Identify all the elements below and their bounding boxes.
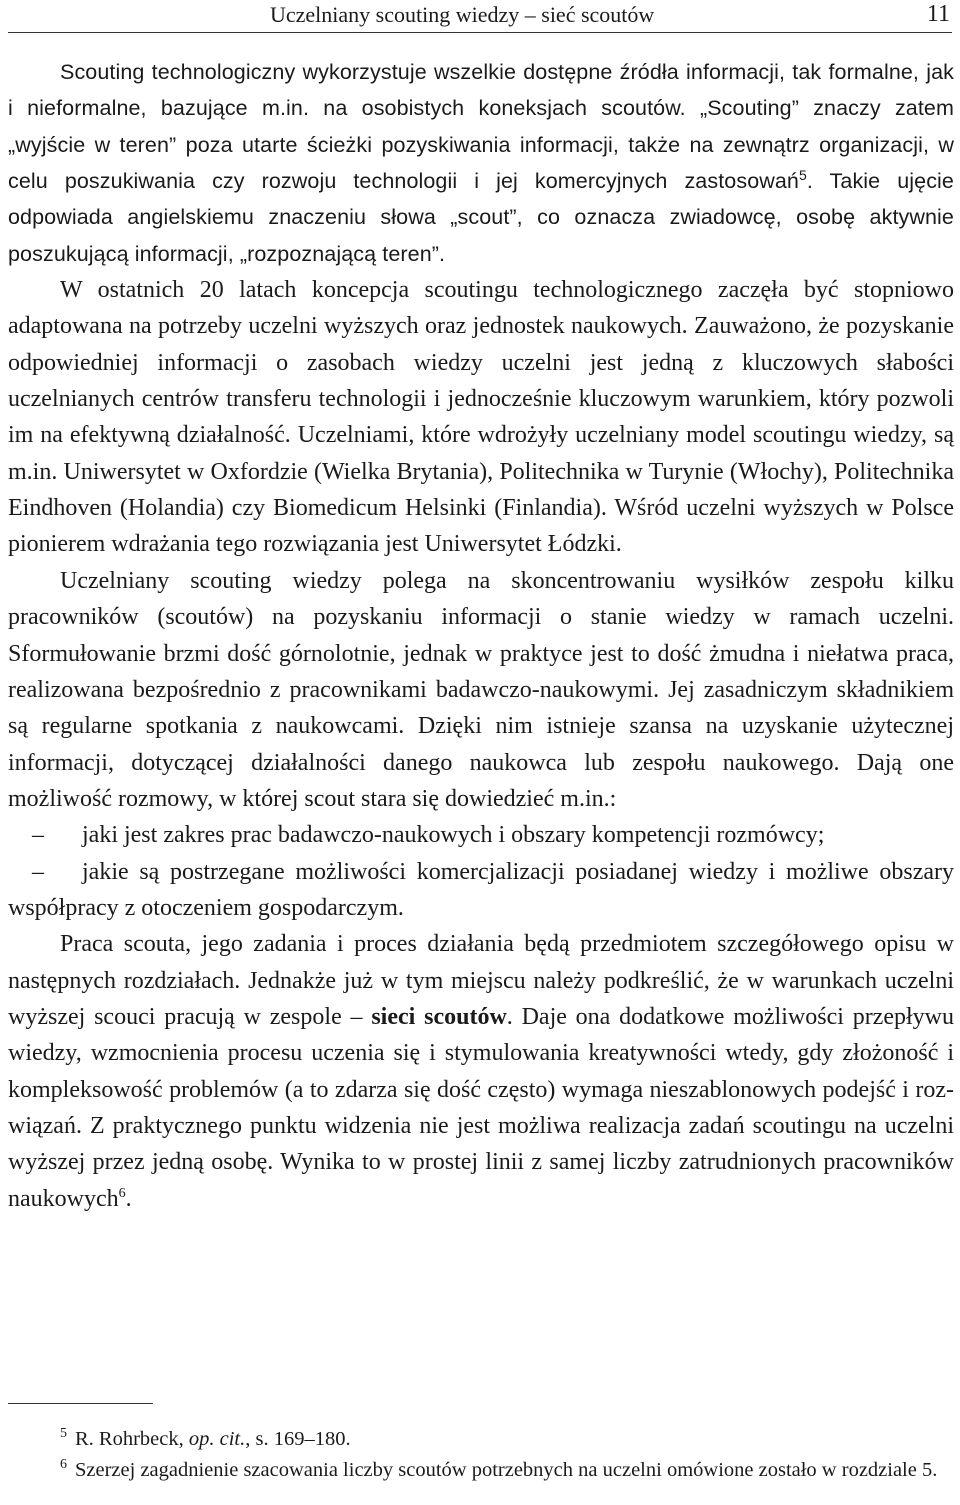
footnotes	[8, 1424, 954, 1486]
paragraph-1	[8, 54, 954, 272]
footnote-text-end: , s. 169–180.	[245, 1428, 351, 1450]
footnote-ref-5[interactable]: 5	[799, 166, 807, 183]
paragraph-1-text-a: Scouting technologiczny wykorzystuje wszelkie dostępne źródła informacji, tak formalne, jak i nieformalne, bazujące m.in. na osobistych koneksjach scoutów. „Scouting” znaczy zatem „wyjście w teren” poza utarte ścieżki pozyskiwania informacji, także na zewnątrz organizacji, w celu poszukiwania czy rozwoju technologii i jej komercyjnych zastosowań	[8, 60, 954, 194]
dash-bullet: –	[32, 822, 44, 849]
paragraph-4-text-b: . Daje ona dodatkowe możliwości przepływu wiedzy, wzmocnienia procesu uczenia się i stymulowania kreatywności wtedy, gdy złożoność i kompleksowość problemów (a to zdarza się dość często) wymaga nieszablonowych podejść i rozwiązań. Z praktycznego punktu widzenia nie jest możliwa realizacja zadań scoutingu na uczelni wyższej przez jedną osobę. Wynika to w prostej linii z samej liczby zatrudnionych pracowników naukowych	[8, 1003, 954, 1212]
footnote-6	[8, 1455, 954, 1486]
emphasis-sieci-scoutow: sieci scoutów	[371, 1003, 507, 1030]
running-title: Uczelniany scouting wiedzy – sieć scoutów	[270, 2, 655, 27]
dash-bullet: –	[32, 858, 44, 885]
list-item-text: jaki jest zakres prac badawczo-naukowych i obszary kompetencji rozmówcy;	[82, 822, 825, 849]
paragraph-1-text-b: . Takie ujęcie odpowiada angielskiemu znaczeniu słowa „scout”, co oznacza zwiadowcę, osobę aktywnie poszukującą informacji, „rozpoznającą teren”.	[8, 169, 954, 266]
paragraph-4-text-c: .	[125, 1185, 132, 1212]
paragraph-3: Uczelniany scouting wiedzy polega na skoncentrowaniu wysiłków zespołu kilku pracowników (scoutów) na pozyskaniu informacji o stanie wiedzy w ramach uczelni. Sformułowanie brzmi dość górnolotnie, jednak w praktyce jest to dość żmudna i niełatwa praca, realizowana bezpośrednio z pracownikami badawczo-naukowymi. Jej zasadniczym składnikiem są regularne spotkania z naukowcami. Dzięki nim istnieje szansa na uzyskanie użytecznej informacji, dotyczącej działalności danego naukowca lub zespołu naukowego. Dają one możliwość rozmowy, w której scout stara się dowiedzieć m.in.:	[8, 567, 954, 812]
list-item	[8, 854, 954, 927]
paragraph-4	[8, 926, 954, 1217]
page-number: 11	[926, 1, 950, 27]
list-item	[8, 817, 954, 853]
footnote-mark: 6	[60, 1457, 67, 1473]
footnote-mark: 5	[60, 1426, 67, 1442]
paragraph-2: W ostatnich 20 latach koncepcja scoutingu technologicznego zaczęła być stopniowo adaptowana na potrzeby uczelni wyższych oraz jednostek naukowych. Zauważono, że pozyskanie odpowiedniej informacji o zasobach wiedzy uczelni jest jedną z kluczowych słabości uczelnianych centrów transferu technologii i jednocześnie kluczowym warunkiem, który pozwoli im na efektywną działalność. Uczelniami, które wdrożyły uczelniany model scoutingu wiedzy, są m.in. Uniwersytet w Oxfordzie (Wielka Brytania), Politechnika w Turynie (Włochy), Politechnika Eindhoven (Holandia) czy Biomedicum Helsinki (Finlandia). Wśród uczelni wyższych w Polsce pionierem wdrażania tego rozwiązania jest Uniwersytet Łódzki.	[8, 277, 954, 558]
footnote-text: Szerzej zagadnienie szacowania liczby scoutów potrzebnych na uczelni omówione zostało w rozdziale 5.	[75, 1459, 938, 1481]
footnote-divider	[8, 1403, 153, 1404]
running-header	[8, 0, 952, 33]
footnote-italic: op. cit.	[188, 1428, 246, 1450]
footnote-5	[8, 1424, 954, 1455]
footnote-text: R. Rohrbeck,	[75, 1428, 189, 1450]
paragraph-4-text-a: Praca scouta, jego zadania i proces działania będą przedmiotem szczegółowego opisu w następnych rozdziałach. Jednakże już w tym miejscu należy podkreślić, że w warunkach uczelni wyższej scouci pracują w zespole –	[8, 931, 954, 1030]
footnote-ref-6[interactable]: 6	[118, 1185, 126, 1201]
body-text	[8, 54, 954, 1217]
list-item-text: jakie są postrzegane możliwości komercjalizacji posiadanej wiedzy i możliwe obszary współpracy z otoczeniem gospodarczym.	[8, 858, 954, 921]
